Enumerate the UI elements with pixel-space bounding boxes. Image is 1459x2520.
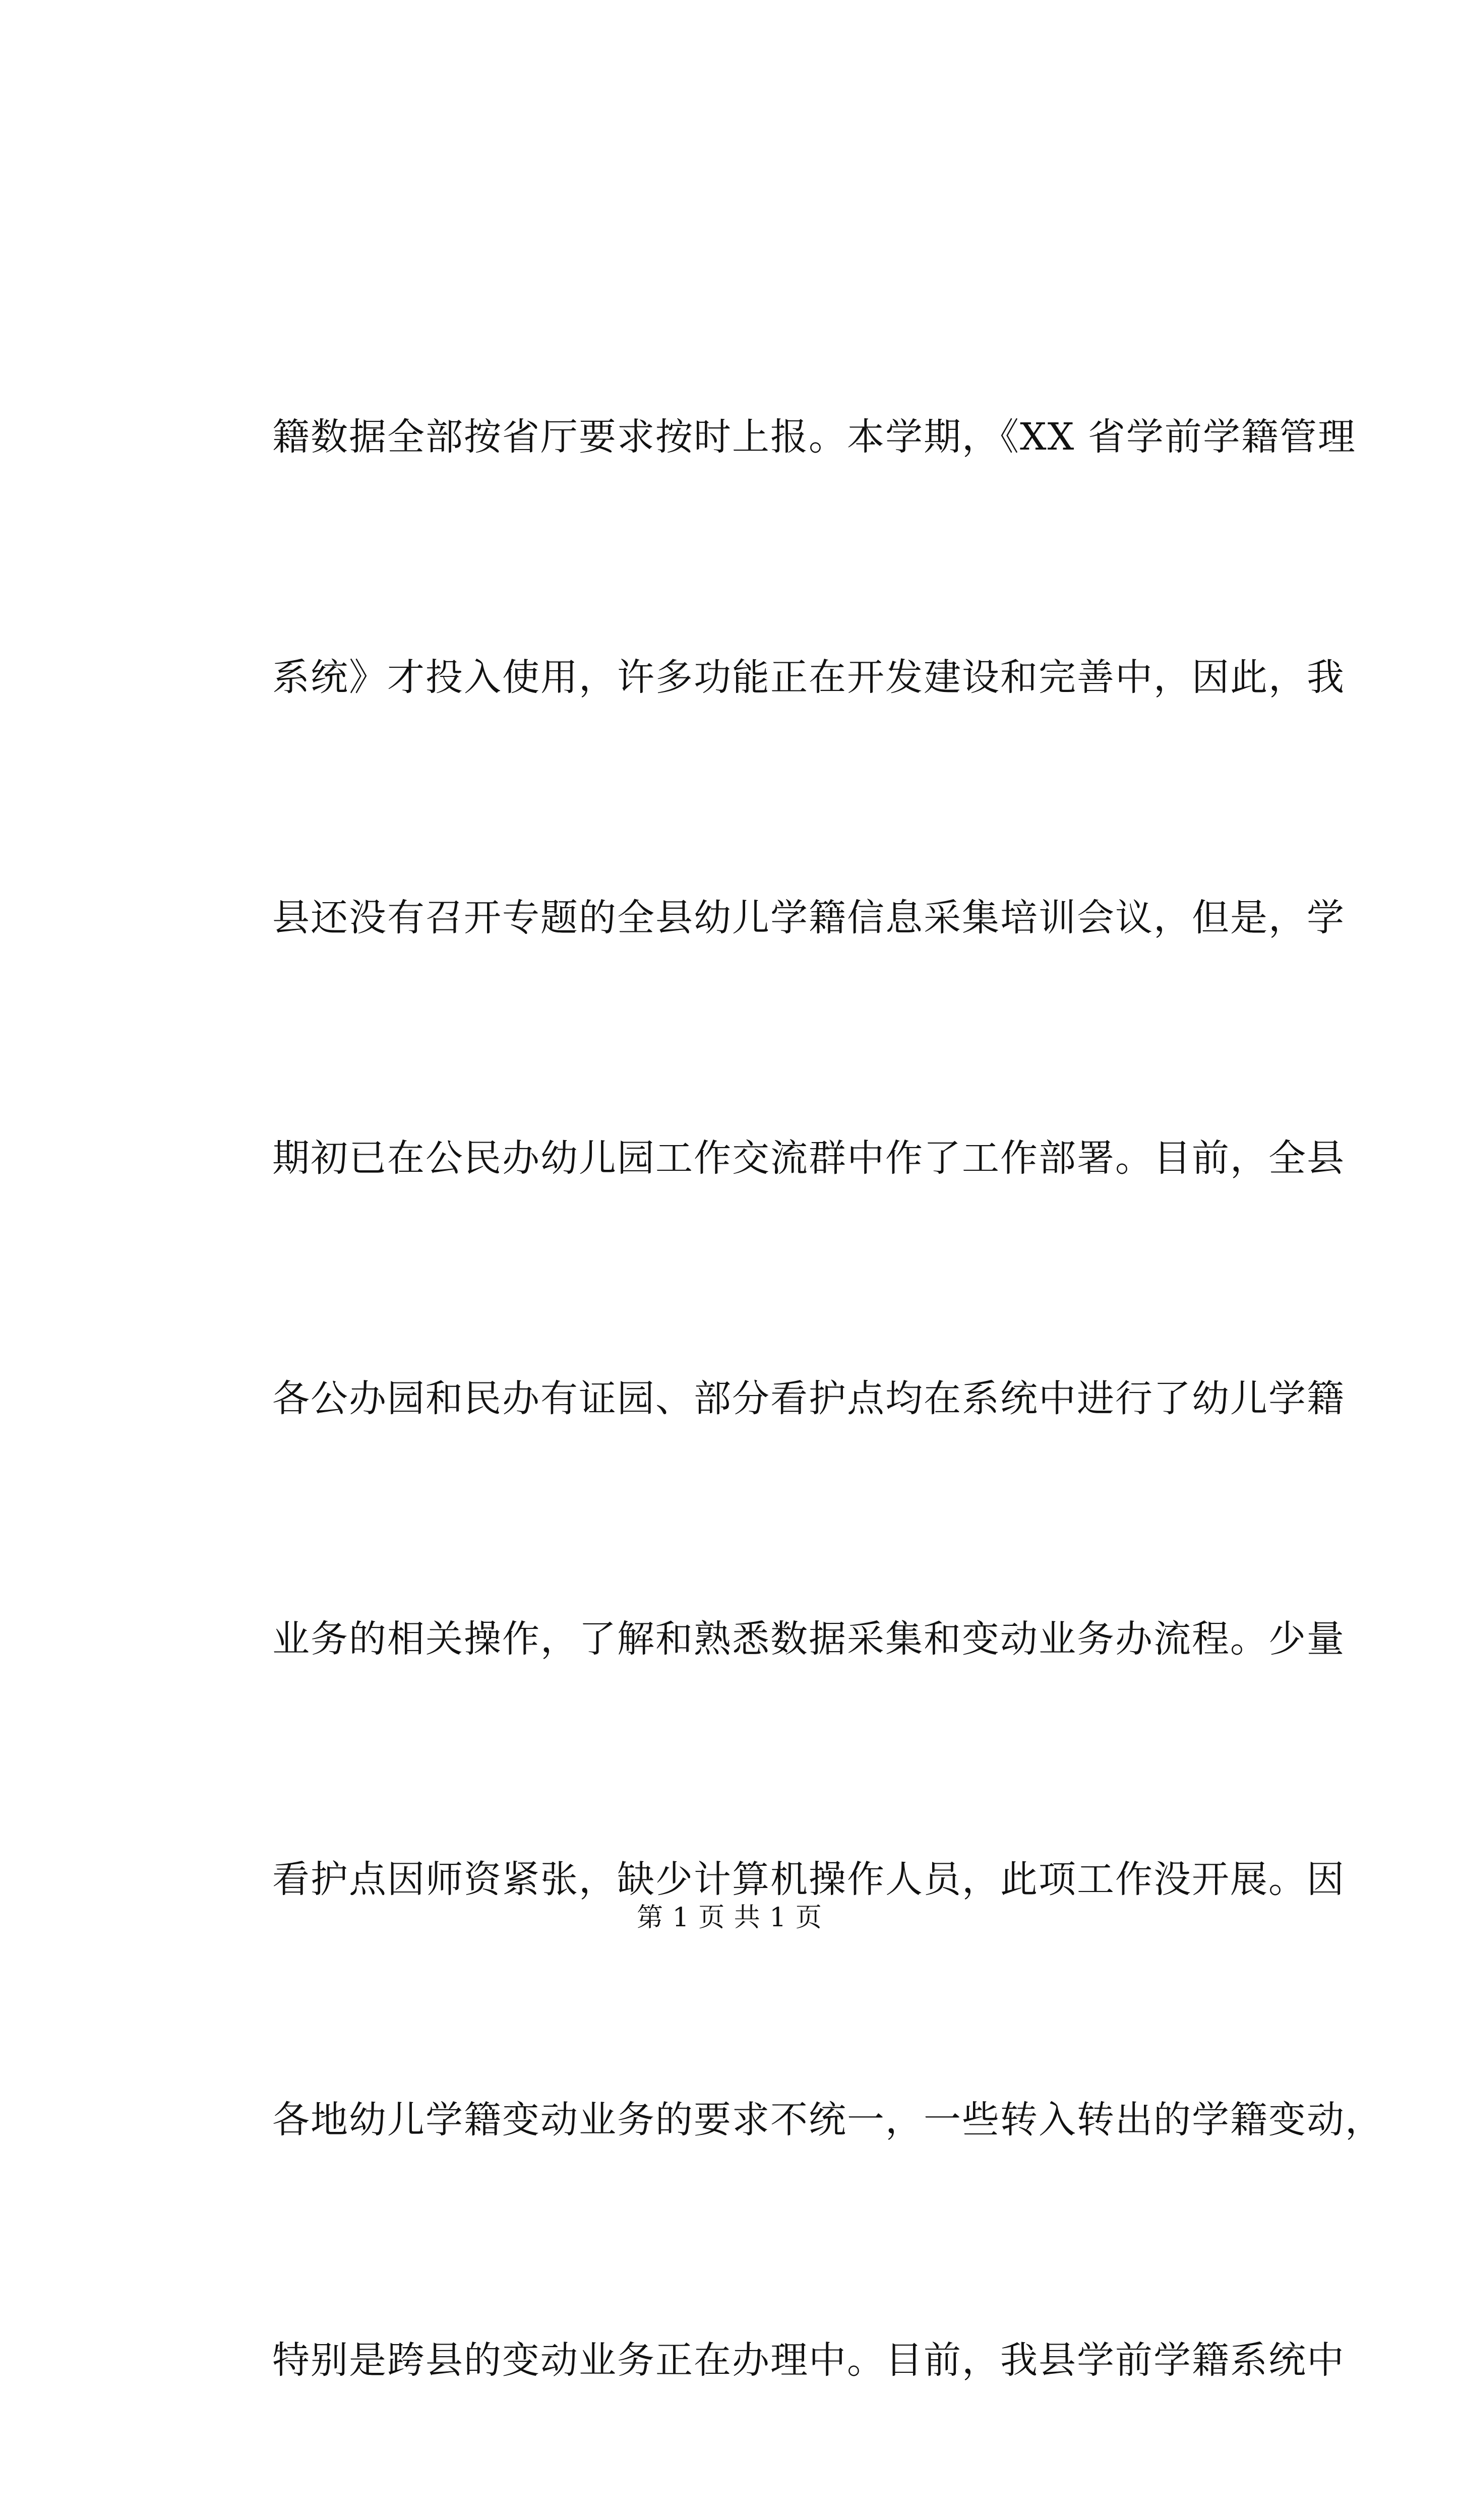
page-number-label: 第 1 页 共 1 页 [637,1903,822,1933]
text-line: 业务的相关操作，了解和熟悉数据采集和变动业务办流程。少量 [272,1617,1345,1661]
text-line: 期初已在公民办幼儿园工作交流群中作了工作部署。目前，全县 [272,1137,1345,1180]
text-line: 系统》才投入使用，许多功能正在开发建设和完善中，因此，我 [272,656,1345,699]
paragraph-enrollment-data [272,237,1383,2520]
text-line: 特别是跨县的变动业务正在办理中。目前，我县学前学籍系统中 [272,2339,1345,2382]
text-line: 各公办园和民办有证园、部分看护点均在系统中进行了幼儿学籍 [272,1377,1345,1420]
text-line: 看护点因师资紧张，缺少计算机操作人员，此项工作没开展。因 [272,1858,1345,1901]
text-line: 县还没有召开专题的全县幼儿学籍信息采集培训会议，但是，学 [272,896,1345,939]
page-footer [0,1900,1459,1935]
text-line: 籍数据全部按省厅要求按时上报。本学期，《XX 省学前学籍管理 [272,415,1356,459]
text-line: 各地幼儿学籍变动业务的要求不统一，一些转入转出的学籍变动， [272,2098,1383,2141]
document-body [272,237,1383,2520]
